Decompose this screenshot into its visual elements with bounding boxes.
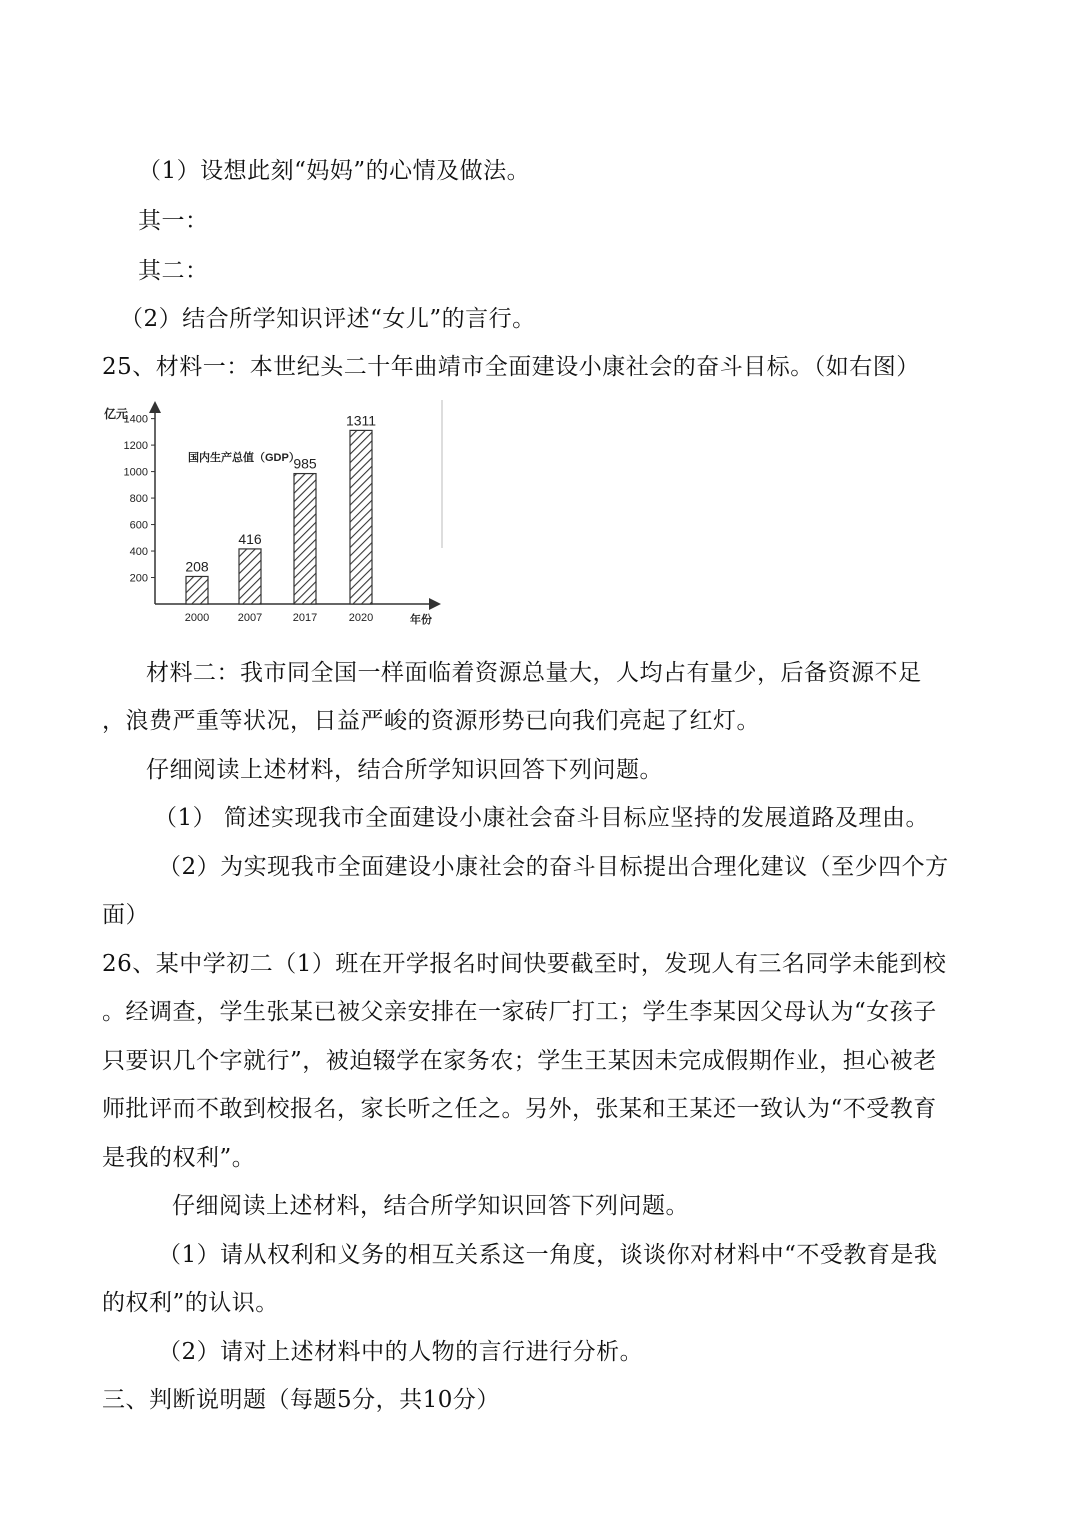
chart-title: 国内生产总值（GDP）	[188, 452, 300, 464]
y-tick-label: 1000	[123, 466, 148, 479]
q26-line1: 26、某中学初二（1）班在开学报名时间快要截至时，发现人有三名同学未能到校	[102, 951, 947, 977]
bar-2020	[350, 430, 372, 604]
q25-material2-line2: ，浪费严重等状况，日益严峻的资源形势已向我们亮起了红灯。	[102, 708, 760, 734]
y-tick-label: 600	[129, 519, 148, 532]
y-ticks	[124, 414, 155, 585]
bar-value-label: 416	[238, 530, 262, 547]
q24-part1-answer-1: 其一：	[138, 208, 209, 234]
gdp-bar-chart	[100, 398, 450, 630]
y-tick-label: 200	[129, 572, 148, 585]
q25-part2-line1: （2）为实现我市全面建设小康社会的奋斗目标提出合理化建议（至少四个方	[158, 854, 949, 880]
x-axis-label: 年份	[410, 614, 432, 626]
q24-part1-answer-2: 其二：	[138, 258, 209, 284]
x-tick-label: 2017	[292, 612, 318, 624]
q25-material2-line1: 材料二：我市同全国一样面临着资源总量大，人均占有量少，后备资源不足	[146, 660, 922, 686]
y-tick-label: 400	[129, 546, 148, 559]
bar-2000	[186, 576, 208, 604]
bars	[185, 412, 377, 624]
q26-line5: 是我的权利”。	[102, 1145, 256, 1171]
y-axis-label: 亿元	[104, 407, 129, 421]
q26-part1-line1: （1）请从权利和义务的相互关系这一角度，谈谈你对材料中“不受教育是我	[158, 1242, 938, 1268]
q25-material1: 25、材料一：本世纪头二十年曲靖市全面建设小康社会的奋斗目标。（如右图）	[102, 354, 920, 380]
q24-part2-prompt: （2）结合所学知识评述“女儿”的言行。	[120, 306, 536, 332]
bar-value-label: 208	[185, 558, 209, 575]
x-tick-label: 2020	[348, 612, 374, 624]
x-tick-label: 2000	[184, 612, 210, 624]
q26-line2: 。经调查，学生张某已被父亲安排在一家砖厂打工；学生李某因父母认为“女孩子	[102, 999, 937, 1025]
q26-read-instruction: 仔细阅读上述材料，结合所学知识回答下列问题。	[172, 1193, 689, 1219]
bar-2017	[294, 474, 316, 604]
q26-line3: 只要识几个字就行”，被迫辍学在家务农；学生王某因未完成假期作业，担心被老	[102, 1048, 937, 1074]
q26-part1-line2: 的权利”的认识。	[102, 1290, 279, 1316]
q25-part2-line2: 面）	[102, 902, 149, 928]
y-tick-label: 1200	[123, 440, 148, 453]
y-tick-label: 800	[129, 493, 148, 506]
q25-read-instruction: 仔细阅读上述材料，结合所学知识回答下列问题。	[146, 757, 663, 783]
x-tick-label: 2007	[237, 612, 263, 624]
bar-value-label: 985	[293, 455, 317, 472]
y-tick-label: 1400	[123, 413, 148, 426]
q26-part2: （2）请对上述材料中的人物的言行进行分析。	[158, 1339, 644, 1365]
bar-2007	[239, 549, 261, 604]
q24-part1-prompt: （1）设想此刻“妈妈”的心情及做法。	[138, 158, 531, 184]
bar-value-label: 1311	[345, 412, 377, 429]
q26-line4: 师批评而不敢到校报名，家长听之任之。另外，张某和王某还一致认为“不受教育	[102, 1096, 937, 1122]
section-3-heading: 三、判断说明题（每题5分，共10分）	[102, 1387, 500, 1413]
q25-part1: （1） 简述实现我市全面建设小康社会奋斗目标应坚持的发展道路及理由。	[154, 805, 929, 831]
